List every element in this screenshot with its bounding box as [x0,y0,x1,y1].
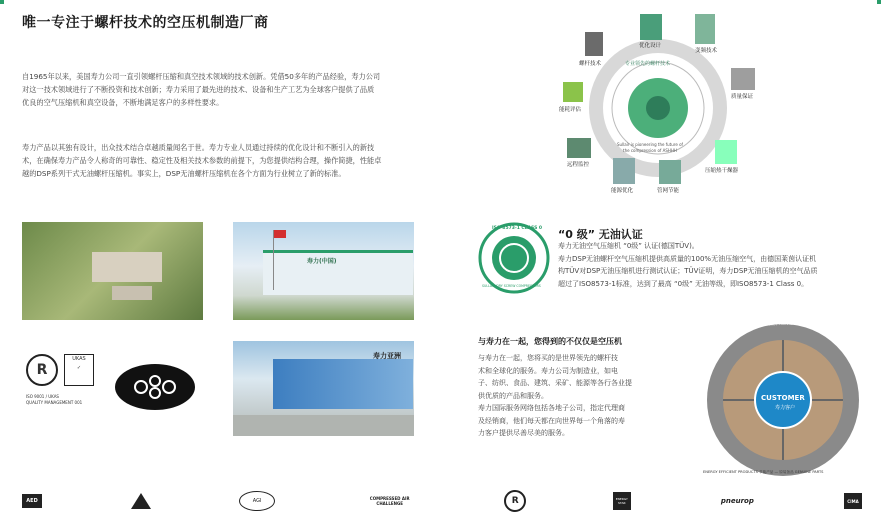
label-dryer: 压缩热干燥器 [705,168,739,174]
agi-logo: AGI [239,491,275,511]
label-energy-assessment: 能耗评估 [559,107,582,113]
energy-star-logo: ENERGY STAR [613,492,631,510]
factory-roof [92,252,162,282]
intro-line: 术，在确保寿力产品令人称奇的可靠性、稳定性及相关技术参数的前提下，为您提供结构合理，操作简捷，性能卓 [22,156,382,165]
ava-logo [129,492,153,510]
intro-paragraph-1 [22,70,422,109]
label-screw-tech: 螺杆技术 [579,61,602,67]
assessment-image [563,82,583,102]
ukas-mark-icon: UKAS ✓ [64,354,94,386]
hq-sign: 寿力亚洲 [373,352,401,360]
cert-line: QUALITY MANAGEMENT 001 [26,400,83,405]
together-text [478,352,678,440]
technology-cycle-diagram [555,10,765,200]
together-line: 术和全球化的服务。寿力公司为制造业，如电 [478,366,618,375]
badge-subtext: SULLAIR DRY SCREW COMPRESSORS [482,284,541,288]
label-optimized-design: 优化设计 [639,43,662,49]
glass-building [273,359,413,409]
customer-service-wheel [693,320,873,480]
factory-front-photo [233,222,414,320]
intro-line: 对这一技术领域进行了不断投资和技术创新；寿力采用了最先进的技术、设备和生产工艺为全球客户提供了品质 [22,85,375,94]
oil-free-text [558,240,874,290]
pneurop-logo: pneurop [720,497,754,505]
label-energy-optimize: 能源优化 [611,188,634,194]
together-line: 力客户提供尽善尽美的服务。 [478,429,569,437]
ava-triangle-icon [131,493,151,509]
screw-rotor-image [585,32,603,56]
oil-free-line: 寿力DSP无油螺杆空气压缩机提供高质量的100%无油压缩空气，由德国莱茵认证机 [558,254,817,263]
partner-logos [22,490,862,512]
label-quality: 质量保证 [731,94,754,100]
oil-free-line: 寿力无油空气压缩机 “0级” 认证(德国TÜV)。 [558,242,699,250]
label-pipe-network: 管网节能 [657,188,680,194]
aed-logo: AED [22,494,42,508]
together-heading: 与寿力在一起，您得到的不仅仅是空压机 [478,337,622,346]
network-image [659,160,681,184]
factory-annex [112,286,152,300]
flag [274,230,286,238]
customer-sublabel: 寿力客户 [775,405,796,411]
together-line: 供优质的产品和服务。 [478,391,548,400]
brand-emblem [115,364,195,410]
factory-sign: 寿力(中国) [307,258,337,265]
dryer-image [715,140,737,164]
cima-logo: CIMA [844,493,862,509]
intro-line: 寿力产品以其独有设计，出众技术结合卓越质量闻名于世。寿力专业人员通过持续的优化设计和不断引入的新技 [22,143,375,152]
cert-line: ISO 9001 / UKAS [26,394,59,399]
label-remote-monitor: 远程监控 [567,162,590,168]
ring-text-top: 专业领先的螺杆技术 [625,61,671,67]
intro-line: 优良的空气压缩机和真空设备，不断地满足客户的多样性要求。 [22,98,224,107]
page-title: 唯一专注于螺杆技术的空压机制造厂商 [22,15,269,31]
aerial-factory-photo [22,222,203,320]
registered-logo: R [504,490,526,512]
customer-label: CUSTOMER [761,394,805,402]
intro-paragraph-2 [22,141,422,180]
corner-mark-left [0,0,4,4]
oil-free-heading: “0 级” 无油认证 [558,228,643,241]
monitor-image [567,138,591,158]
intro-line: 自1965年以来，美国寿力公司一直引领螺杆压缩和真空技术领域的技术创新。凭借50多年的产品经验，寿力公司 [22,72,381,81]
wheel-ring-bottom: ENERGY EFFICIENT PRODUCTS 节能产品 — 原装备品 GENUINE PARTS [703,470,824,474]
corner-mark-right [877,0,881,4]
emblem-icon [127,372,183,402]
vfd-image [695,14,715,44]
oil-free-line: 超过了ISO8573-1标准，达到了最高 “0级” 无油等级，即ISO8573-1 Class 0。 [558,279,809,288]
together-line: 与寿力在一起，您将买的是世界领先的螺杆技 [478,354,618,362]
oil-free-line: 构TÜV对DSP无油压缩机进行测试认证；TÜV证明，寿力DSP无油压缩机的空气品质 [558,267,818,275]
ring-text-bottom: the compression of ASHHH [623,148,677,153]
together-line: 及经销商，他们每天都在向世界每一个角落的寿 [478,416,625,425]
quality-image [731,68,755,90]
rotor-core [646,96,670,120]
hq-plaza [233,415,414,436]
design-image [640,14,662,40]
factory-building [263,250,413,295]
compressed-air-challenge-logo: COMPRESSED AIR CHALLENGE [369,496,410,506]
badge-text: ISO 8573-1 CLASS 0 [492,226,543,231]
wheel-ring-top: CUSTOMER TRAINING 客户培训 — 安装保养 MAINTENANCE AND SERVICE [703,322,831,326]
together-line: 寿力国际服务网络包括各地子公司，指定代理商 [478,404,625,412]
iso-class0-badge [478,222,550,294]
flagpole [273,230,274,290]
together-line: 子、纺织、食品、建筑、采矿、能源等各行各业提 [478,379,632,387]
ring-text-mid: Sullair is pioneering the future of [617,142,683,147]
intro-line: 越的DSP系列干式无油螺杆压缩机。事实上，DSP无油螺杆压缩机在各个方面为行业树立了新的标准。 [22,169,346,178]
energy-image [613,158,635,184]
headquarters-photo [233,341,414,436]
iso-certificate [26,354,106,424]
registered-mark-icon: R [26,354,58,386]
label-vfd: 变频技术 [695,48,718,54]
